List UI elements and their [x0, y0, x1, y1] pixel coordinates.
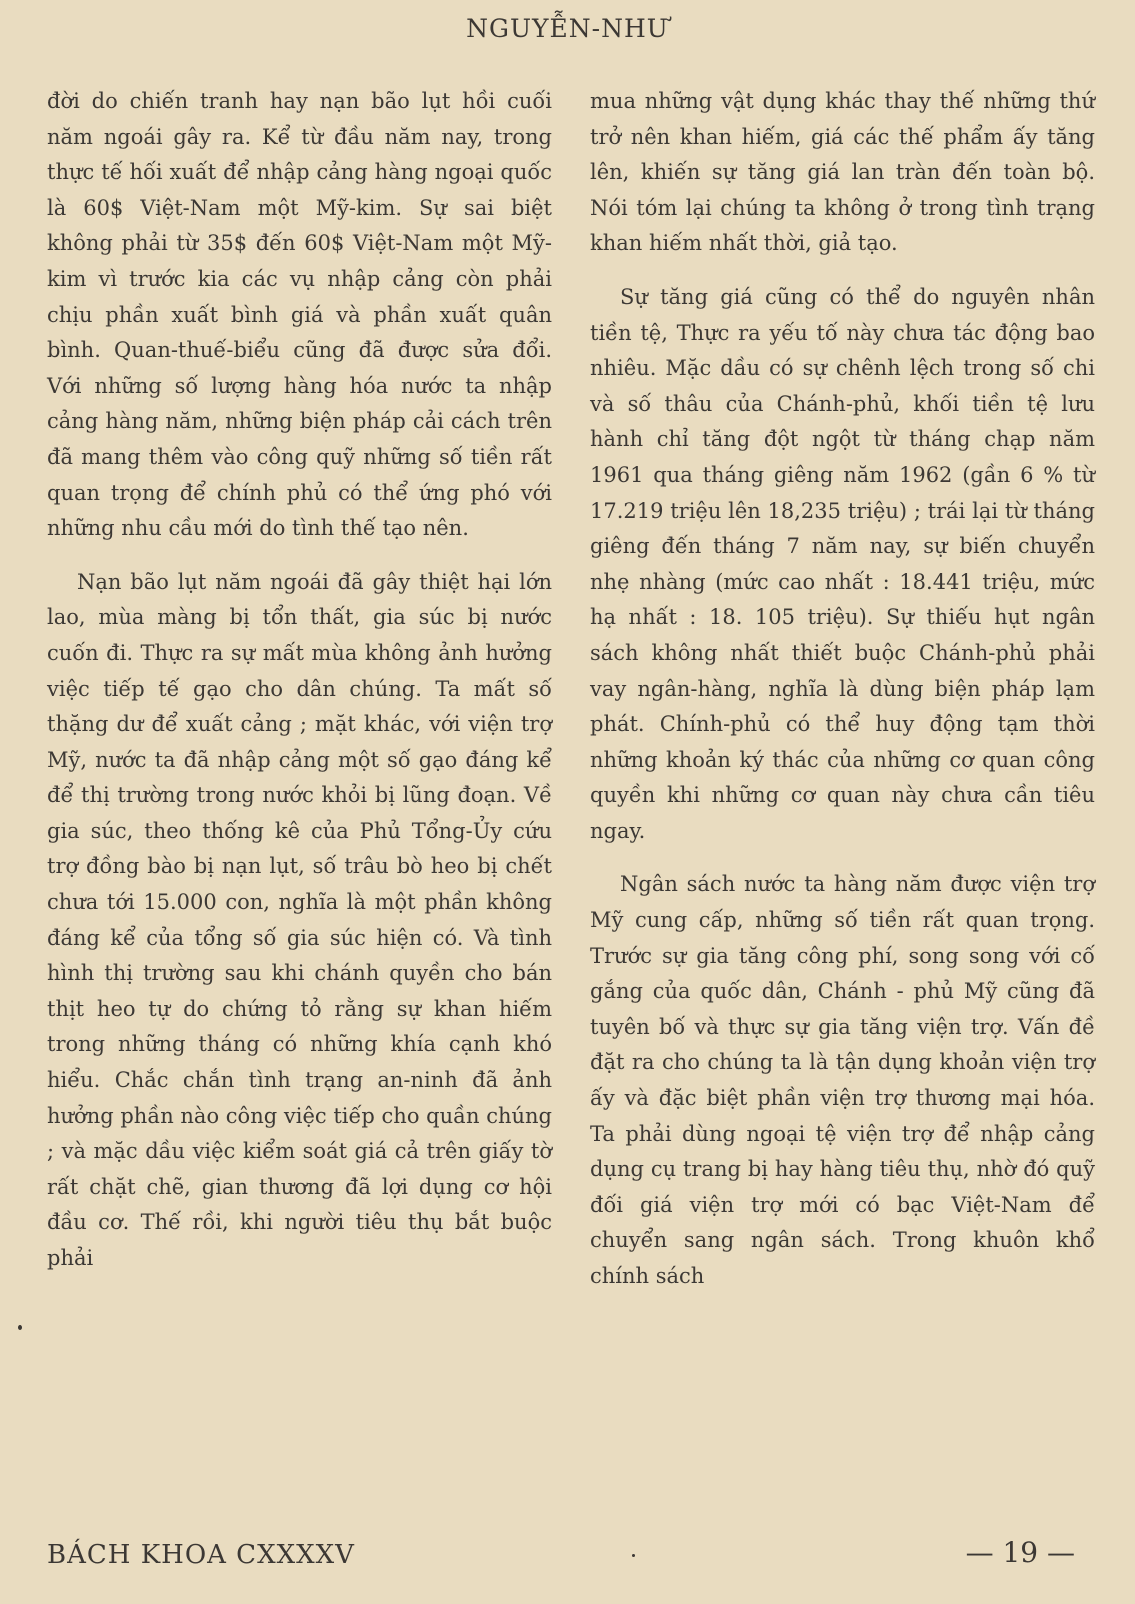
left-column	[47, 84, 552, 1277]
ink-speck	[18, 1325, 22, 1330]
page-number: — 19 —	[965, 1536, 1075, 1569]
paragraph: Nạn bão lụt năm ngoái đã gây thiệt hại lớn lao, mùa màng bị tổn thất, gia súc bị nước cuốn đi. Thực ra sự mất mùa không ảnh hưởng việc tiếp tế gạo cho dân chúng. Ta mất số thặng dư để xuất cảng ; mặt khác, với viện trợ Mỹ, nước ta đã nhập cảng một số gạo đáng kể để thị trường trong nước khỏi bị lũng đoạn. Về gia súc, theo thống kê của Phủ Tổng-Ủy cứu trợ đồng bào bị nạn lụt, số trâu bò heo bị chết chưa tới 15.000 con, nghĩa là một phần không đáng kể của tổng số gia súc hiện có. Và tình hình thị trường sau khi chánh quyền cho bán thịt heo tự do chứng tỏ rằng sự khan hiếm trong những tháng có những khía cạnh khó hiểu. Chắc chắn tình trạng an-ninh đã ảnh hưởng phần nào công việc tiếp cho quần chúng ; và mặc dầu việc kiểm soát giá cả trên giấy tờ rất chặt chẽ, gian thương đã lợi dụng cơ hội đầu cơ. Thế rồi, khi người tiêu thụ bắt buộc phải	[47, 569, 552, 1270]
running-header: NGUYỄN-NHƯ	[466, 14, 669, 43]
magazine-footer: BÁCH KHOA CXXXXV	[47, 1540, 355, 1570]
ink-speck	[632, 1554, 635, 1557]
paragraph: đời do chiến tranh hay nạn bão lụt hồi cuối năm ngoái gây ra. Kể từ đầu năm nay, trong thực tế hối xuất để nhập cảng hàng ngoại quốc là 60$ Việt-Nam một Mỹ-kim. Sự sai biệt không phải từ 35$ đến 60$ Việt-Nam một Mỹ-kim vì trước kia các vụ nhập cảng còn phải chịu phần xuất bình giá và phần xuất quân bình. Quan-thuế-biểu cũng đã được sửa đổi. Với những số lượng hàng hóa nước ta nhập cảng hàng năm, những biện pháp cải cách trên đã mang thêm vào công quỹ những số tiền rất quan trọng để chính phủ có thể ứng phó với những nhu cầu mới do tình thế tạo nên.	[47, 89, 552, 541]
right-column	[590, 84, 1095, 1295]
paragraph: mua những vật dụng khác thay thế những thứ trở nên khan hiếm, giá các thế phẩm ấy tăng lên, khiến sự tăng giá lan tràn đến toàn bộ. Nói tóm lại chúng ta không ở trong tình trạng khan hiếm nhất thời, giả tạo.	[590, 89, 1095, 256]
paragraph: Sự tăng giá cũng có thể do nguyên nhân tiền tệ, Thực ra yếu tố này chưa tác động bao nhiêu. Mặc dầu có sự chênh lệch trong số chi và số thâu của Chánh-phủ, khối tiền tệ lưu hành chỉ tăng đột ngột từ tháng chạp năm 1961 qua tháng giêng năm 1962 (gần 6 % từ 17.219 triệu lên 18,235 triệu) ; trái lại từ tháng giêng đến tháng 7 năm nay, sự biến chuyển nhẹ nhàng (mức cao nhất : 18.441 triệu, mức hạ nhất : 18. 105 triệu). Sự thiếu hụt ngân sách không nhất thiết buộc Chánh-phủ phải vay ngân-hàng, nghĩa là dùng biện pháp lạm phát. Chính-phủ có thể huy động tạm thời những khoản ký thác của những cơ quan công quyền khi những cơ quan này chưa cần tiêu ngay.	[590, 284, 1095, 843]
paragraph: Ngân sách nước ta hàng năm được viện trợ Mỹ cung cấp, những số tiền rất quan trọng. Trước sự gia tăng công phí, song song với cố gắng của quốc dân, Chánh - phủ Mỹ cũng đã tuyên bố và thực sự gia tăng viện trợ. Vấn đề đặt ra cho chúng ta là tận dụng khoản viện trợ ấy và đặc biệt phần viện trợ thương mại hóa. Ta phải dùng ngoại tệ viện trợ để nhập cảng dụng cụ trang bị hay hàng tiêu thụ, nhờ đó quỹ đối giá viện trợ mới có bạc Việt-Nam để chuyển sang ngân sách. Trong khuôn khổ chính sách	[590, 872, 1095, 1288]
